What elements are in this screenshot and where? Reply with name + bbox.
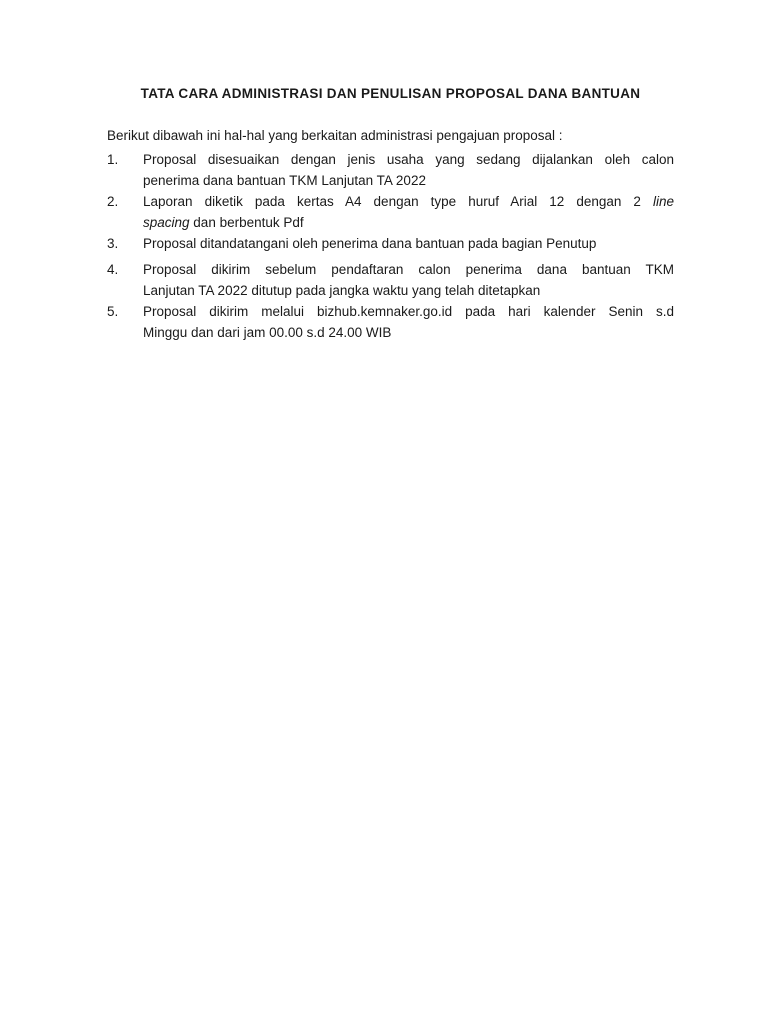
document-title: TATA CARA ADMINISTRASI DAN PENULISAN PROPOSAL DANA BANTUAN <box>140 86 641 101</box>
list-item <box>107 233 674 254</box>
list-item <box>107 191 674 233</box>
list-item-number: 4. <box>107 262 119 277</box>
list-item <box>107 301 674 343</box>
list-item-text-italic: line <box>652 194 674 209</box>
list-item-number: 5. <box>107 304 119 319</box>
intro-text: Berikut dibawah ini hal-hal yang berkaitan administrasi pengajuan proposal : <box>107 128 563 143</box>
list-item-number: 3. <box>107 236 119 251</box>
list-item-text: penerima dana bantuan TKM Lanjutan TA 2022 <box>143 173 426 188</box>
requirements-list <box>107 149 674 343</box>
list-item-text: Proposal disesuaikan dengan jenis usaha yang sedang dijalankan oleh calon <box>143 152 674 167</box>
list-item-text: Proposal ditandatangani oleh penerima dana bantuan pada bagian Penutup <box>143 236 597 251</box>
list-item-text: Proposal dikirim sebelum pendaftaran calon penerima dana bantuan TKM <box>143 262 674 277</box>
list-item-text-part: dan berbentuk Pdf <box>189 215 304 230</box>
list-item-text: Minggu dan dari jam 00.00 s.d 24.00 WIB <box>143 325 392 340</box>
list-item-text: Lanjutan TA 2022 ditutup pada jangka waktu yang telah ditetapkan <box>143 283 541 298</box>
list-item-text: Proposal dikirim melalui bizhub.kemnaker.go.id pada hari kalender Senin s.d <box>143 304 674 319</box>
list-item-number: 2. <box>107 194 119 209</box>
list-item-text-part: Laporan diketik pada kertas A4 dengan type huruf Arial 12 dengan 2 <box>143 194 653 209</box>
list-item-number: 1. <box>107 152 119 167</box>
list-item-text <box>143 212 674 233</box>
list-item <box>107 149 674 191</box>
list-item <box>107 259 674 301</box>
list-item-text-italic: spacing <box>143 215 190 230</box>
list-item-text <box>143 191 674 212</box>
